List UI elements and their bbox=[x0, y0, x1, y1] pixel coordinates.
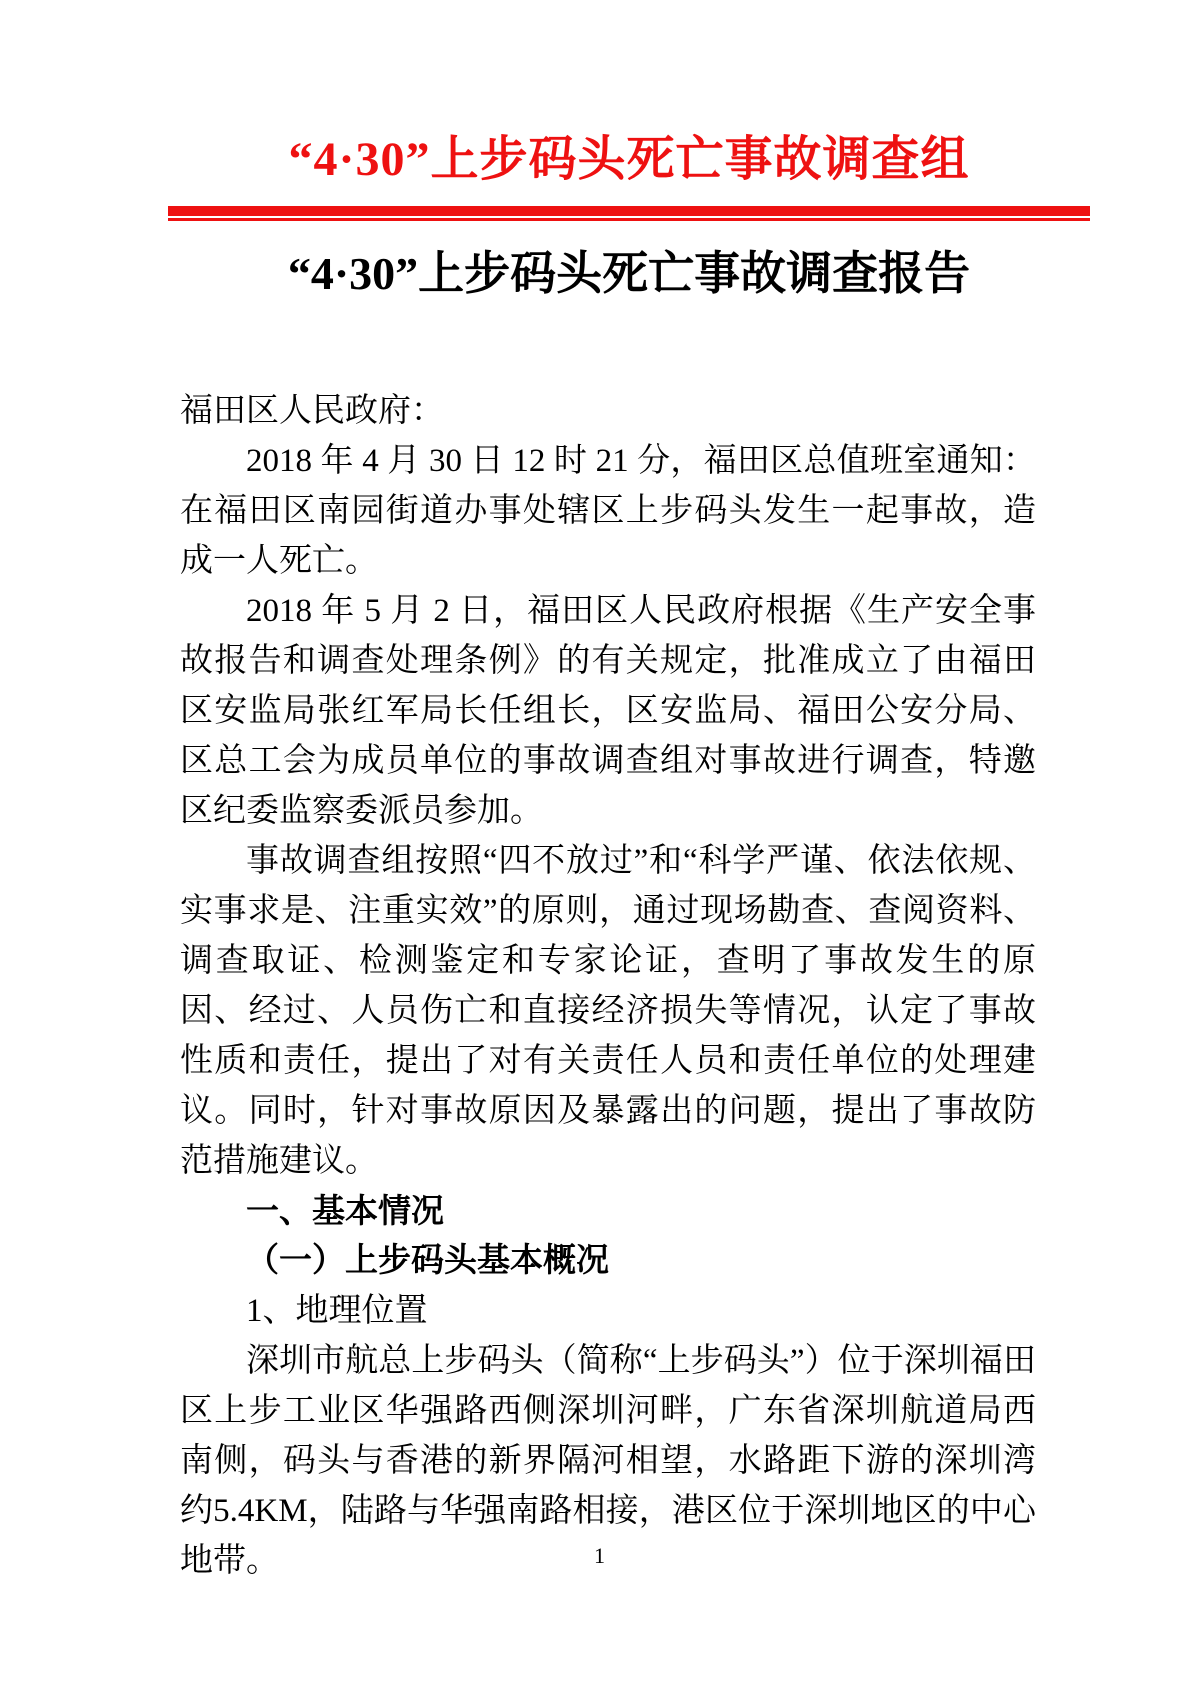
document-head bbox=[168, 130, 1090, 305]
section-heading-basic-situation: 一、基本情况 bbox=[246, 1192, 444, 1229]
letterhead-title: “4·30”上步码头死亡事故调查组 bbox=[288, 133, 970, 186]
letterhead-rule-thin bbox=[168, 218, 1090, 221]
paragraph-investigation-principles: 事故调查组按照“四不放过”和“科学严谨、依法依规、实事求是、注重实效”的原则，通过现场勘查、查阅资料、调查取证、检测鉴定和专家论证，查明了事故发生的原因、经过、人员伤亡和直接经济损失等情况，认定了事故性质和责任，提出了对有关责任人员和责任单位的处理建议。同时，针对事故原因及暴露出的问题，提出了事故防范措施建议。 bbox=[180, 843, 1036, 1179]
paragraph-wharf-location: 深圳市航总上步码头（简称“上步码头”）位于深圳福田区上步工业区华强路西侧深圳河畔，广东省深圳航道局西南侧，码头与香港的新界隔河相望，水路距下游的深圳湾约5.4KM，陆路与华强南路相接，港区位于深圳地区的中心地带。 bbox=[180, 1343, 1036, 1579]
salutation-line: 福田区人民政府： bbox=[180, 393, 444, 429]
document-body bbox=[180, 386, 1036, 1586]
subsection-heading-wharf-overview: （一）上步码头基本概况 bbox=[246, 1243, 609, 1279]
letterhead-rule-thick bbox=[168, 206, 1090, 216]
page-number: 1 bbox=[594, 1543, 605, 1568]
paragraph-incident-notice: 2018 年 4 月 30 日 12 时 21 分，福田区总值班室通知：在福田区南园街道办事处辖区上步码头发生一起事故，造成一人死亡。 bbox=[180, 443, 1036, 579]
paragraph-investigation-team: 2018 年 5 月 2 日，福田区人民政府根据《生产安全事故报告和调查处理条例》的有关规定，批准成立了由福田区安监局张红军局长任组长，区安监局、福田公安分局、区总工会为成员单位的事故调查组对事故进行调查，特邀区纪委监察委派员参加。 bbox=[180, 593, 1036, 829]
document-title: “4·30”上步码头死亡事故调查报告 bbox=[287, 248, 971, 299]
numbered-subheading-geographic-location: 1、地理位置 bbox=[246, 1293, 428, 1329]
